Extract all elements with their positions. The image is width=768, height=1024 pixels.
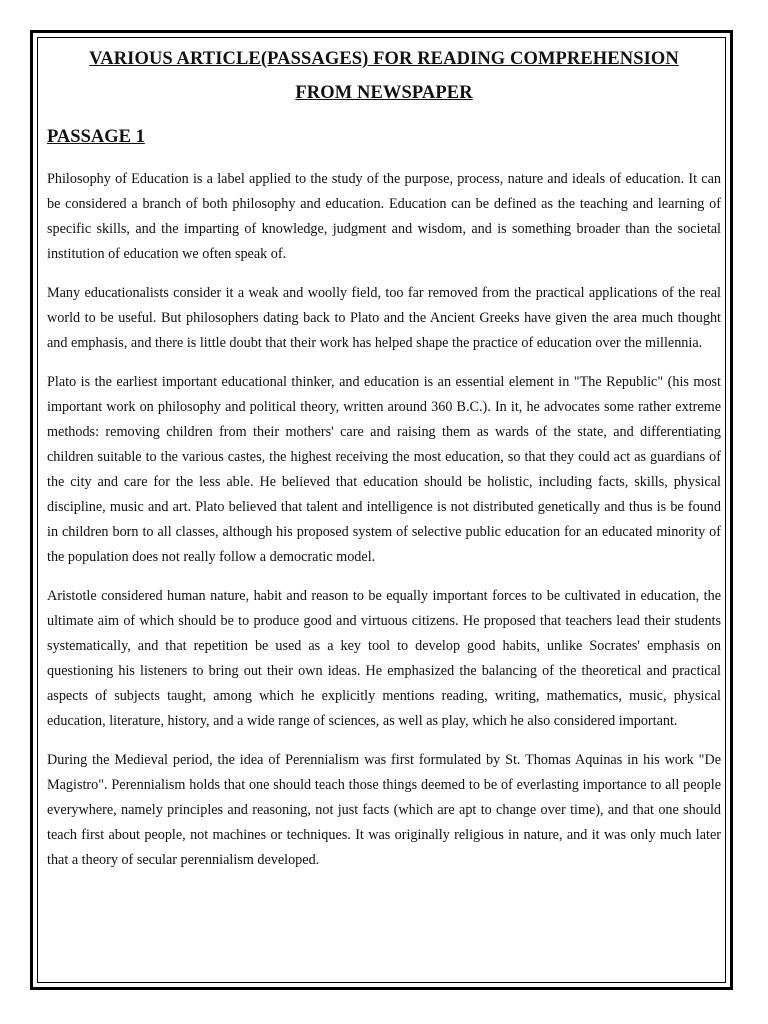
passage-body [47,167,721,873]
paragraph-1: Philosophy of Education is a label applied to the study of the purpose, process, nature and ideals of education. It can be considered a branch of both philosophy and education. Education can be defined as the teaching and learning of specific skills, and the imparting of knowledge, judgment and wisdom, and is something broader than the societal institution of education we often speak of. [47,171,721,262]
paragraph-4: Aristotle considered human nature, habit and reason to be equally important forces to be cultivated in education, the ultimate aim of which should be to produce good and virtuous citizens. He proposed that teachers lead their students systematically, and that repetition be used as a key tool to develop good habits, unlike Socrates' emphasis on questioning his listeners to bring out their own ideas. He emphasized the balancing of the theoretical and practical aspects of subjects taught, among which he explicitly mentions reading, writing, mathematics, music, physical education, literature, history, and a wide range of sciences, as well as play, which he also considered important. [47,588,721,729]
passage-heading: PASSAGE 1 [47,127,145,147]
document-content [47,42,721,873]
paragraph-2: Many educationalists consider it a weak and woolly field, too far removed from the practical applications of the real world to be useful. But philosophers dating back to Plato and the Ancient Greeks have given the area much thought and emphasis, and there is little doubt that their work has helped shape the practice of education over the millennia. [47,285,721,351]
paragraph-5: During the Medieval period, the idea of Perennialism was first formulated by St. Thomas Aquinas in his work "De Magistro". Perennialism holds that one should teach those things deemed to be of everlasting importance to all people everywhere, namely principles and reasoning, not just facts (which are apt to change over time), and that one should teach first about people, not machines or techniques. It was originally religious in nature, and it was only much later that a theory of secular perennialism developed. [47,752,721,868]
document-title-line-2: FROM NEWSPAPER [295,83,473,103]
paragraph-3: Plato is the earliest important educational thinker, and education is an essential element in "The Republic" (his most important work on philosophy and political theory, written around 360 B.C.). In it, he advocates some rather extreme methods: removing children from their mothers' care and raising them as wards of the state, and differentiating children suitable to the various castes, the highest receiving the most education, so that they could act as guardians of the city and care for the less able. He believed that education should be holistic, including facts, skills, physical discipline, music and art. Plato believed that talent and intelligence is not distributed genetically and thus is be found in children born to all classes, although his proposed system of selective public education for an educated minority of the population does not really follow a democratic model. [47,374,721,565]
document-title [47,42,721,110]
document-title-line-1: VARIOUS ARTICLE(PASSAGES) FOR READING COMPREHENSION [89,49,679,69]
